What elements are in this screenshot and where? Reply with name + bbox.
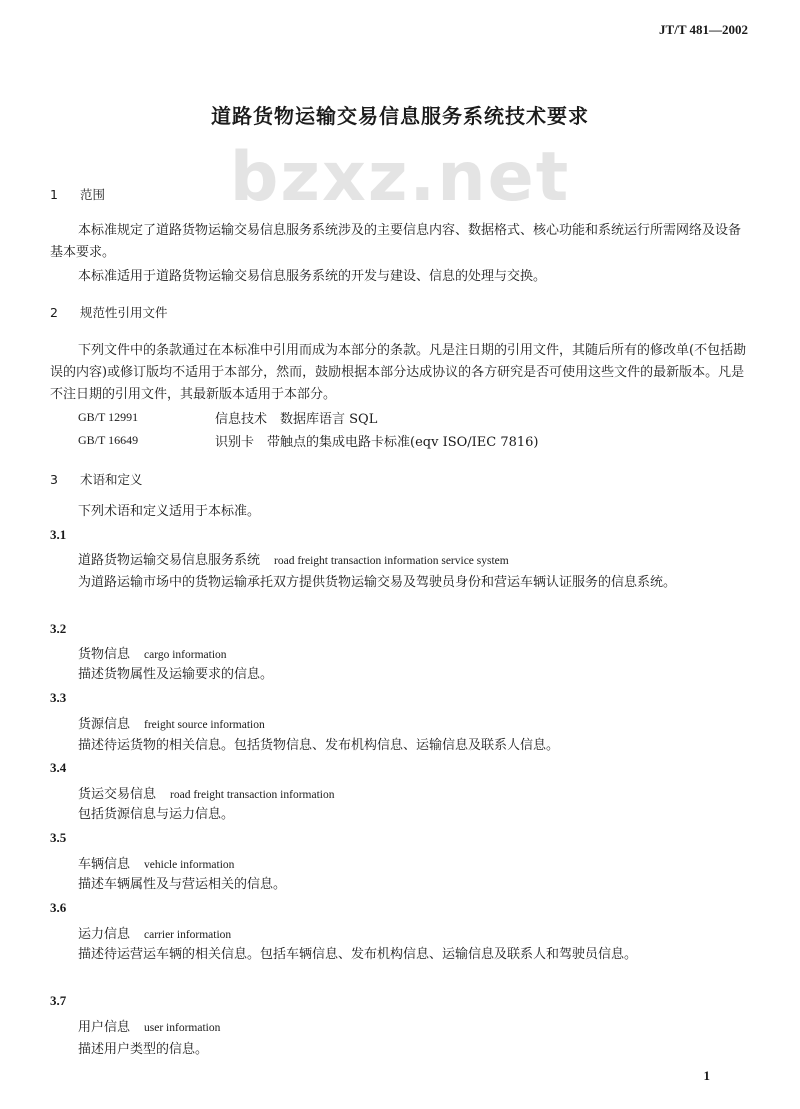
term-english: freight source information: [144, 719, 265, 731]
term-chinese: 货运交易信息: [78, 787, 157, 802]
term-chinese: 运力信息: [78, 927, 131, 942]
term-chinese: 用户信息: [78, 1020, 131, 1035]
scope-paragraph: 本标准适用于道路货物运输交易信息服务系统的开发与建设、信息的处理与交换。: [78, 269, 547, 284]
standard-code: JT/T 481—2002: [659, 22, 748, 37]
reference-title: 信息技术 数据库语言 SQL: [215, 412, 378, 427]
section-3-heading: [50, 470, 143, 488]
clause-number: 3.7: [50, 993, 67, 1008]
clause-number: 3.2: [50, 621, 67, 636]
term-english: carrier information: [144, 929, 232, 941]
term-entry: [78, 783, 334, 802]
section-title: 规范性引用文件: [80, 305, 168, 320]
term-entry: [78, 713, 265, 732]
term-english: road freight transaction information: [170, 789, 335, 801]
term-chinese: 货源信息: [78, 717, 131, 732]
watermark: bzxz.net: [229, 138, 571, 217]
references-paragraph: 下列文件中的条款通过在本标准中引用而成为本部分的条款。凡是注日期的引用文件，其随后所有的修改单(不包括勘误的内容)或修订版均不适用于本部分，然而，鼓励根据本部分达成协议的各方研究是否可使用这些文件的最新版本。凡是不注日期的引用文件，其最新版本适用于本部分。: [50, 343, 747, 402]
document-title: 道路货物运输交易信息服务系统技术要求: [211, 104, 589, 128]
term-entry: [78, 1016, 220, 1035]
term-chinese: 货物信息: [78, 647, 131, 662]
section-number: 1: [50, 187, 58, 202]
term-entry: [78, 923, 231, 942]
term-chinese: 车辆信息: [78, 857, 131, 872]
section-number: 2: [50, 305, 58, 320]
clause-number: 3.3: [50, 690, 67, 705]
term-entry: [78, 853, 234, 872]
section-title: 范围: [80, 187, 106, 202]
reference-code: GB/T 12991: [78, 410, 139, 424]
term-definition: 描述待运货物的相关信息。包括货物信息、发布机构信息、运输信息及联系人信息。: [78, 738, 560, 753]
reference-code: GB/T 16649: [78, 433, 139, 447]
scope-paragraph: 本标准规定了道路货物运输交易信息服务系统涉及的主要信息内容、数据格式、核心功能和系统运行所需网络及设备基本要求。: [50, 223, 742, 260]
clause-number: 3.1: [50, 527, 67, 542]
term-definition: 描述车辆属性及与营运相关的信息。: [78, 877, 287, 892]
term-definition: 描述待运营运车辆的相关信息。包括车辆信息、发布机构信息、运输信息及联系人和驾驶员信息。: [78, 947, 638, 962]
term-english: user information: [144, 1022, 221, 1034]
clause-number: 3.4: [50, 760, 67, 775]
section-2-heading: [50, 303, 168, 321]
term-english: cargo information: [144, 649, 227, 661]
page-number: 1: [703, 1068, 710, 1083]
term-english: vehicle information: [144, 859, 235, 871]
term-entry: [78, 549, 509, 568]
term-english: road freight transaction information service system: [274, 555, 509, 567]
reference-title: 识别卡 带触点的集成电路卡标准(eqv ISO/IEC 7816): [215, 435, 539, 450]
section-1-heading: [50, 185, 105, 203]
section-title: 术语和定义: [80, 472, 143, 487]
term-chinese: 道路货物运输交易信息服务系统: [78, 553, 261, 568]
term-definition: 包括货源信息与运力信息。: [78, 807, 235, 822]
term-entry: [78, 643, 227, 662]
terms-intro: 下列术语和定义适用于本标准。: [78, 504, 261, 519]
term-definition: 为道路运输市场中的货物运输承托双方提供货物运输交易及驾驶员身份和营运车辆认证服务的信息系统。: [78, 575, 677, 590]
clause-number: 3.5: [50, 830, 67, 845]
clause-number: 3.6: [50, 900, 67, 915]
term-definition: 描述用户类型的信息。: [78, 1042, 209, 1057]
term-definition: 描述货物属性及运输要求的信息。: [78, 667, 274, 682]
section-number: 3: [50, 472, 58, 487]
